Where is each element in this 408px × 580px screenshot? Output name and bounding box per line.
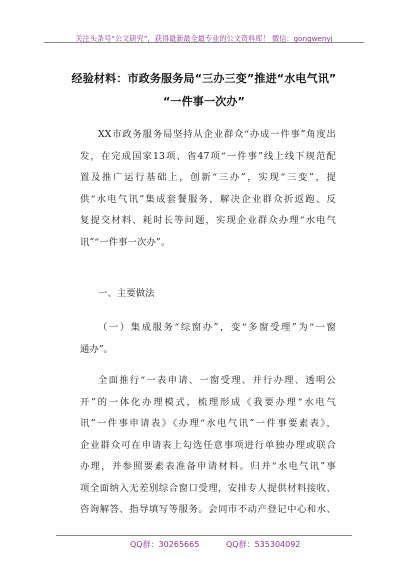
text-line: 企业群众可在申请表上勾选任意事项进行单独办理或联合	[80, 439, 336, 451]
document-title-line-2: “一件事一次办”	[162, 95, 246, 108]
text-line: 全面推行“一表申请、一窗受理、并行办理、透明公	[98, 375, 336, 386]
subsection-paragraph	[80, 317, 336, 360]
header-banner	[44, 26, 364, 43]
text-line: 项全面纳入无差别综合窗口受理，安排专人提供材料接收、	[80, 482, 336, 494]
text-line: 讯”“一件事一次办”。	[80, 236, 171, 248]
body-paragraph	[80, 370, 336, 521]
text-line: 通办”。	[80, 343, 114, 355]
header-banner-text: 关注头条号“公文研究”，获得最新最全最专业的公文资料库！ 微信：gongwenyj	[75, 34, 333, 43]
section-heading-text: 一、主要做法	[98, 288, 155, 299]
text-line: 复提交材料、耗时长等问题，实现企业群众办理“水电气	[80, 215, 336, 226]
footer	[56, 535, 352, 556]
text-line: 咨询解答、指导填写等服务。会同市不动产登记中心和水、	[80, 504, 336, 515]
text-line: 供“水电气讯”集成套餐服务，解决企业群众折返跑、反	[80, 193, 336, 205]
footer-qq-group-1: QQ群：30265665	[130, 540, 200, 549]
text-line: 置及推广运行基础上，创新“三办”，实现“三变”，提	[80, 172, 336, 183]
text-line: 办理，并参照要素表准备申请材料。归并“水电气讯”事	[80, 461, 336, 472]
text-line: 发，在完成国家13项、省47项“一件事”线上线下规范配	[80, 150, 336, 162]
intro-paragraph	[80, 124, 336, 253]
footer-qq-group-2: QQ群：535304092	[226, 540, 301, 549]
text-line: 讯”一件事申请表》《办理“水电气讯”一件事要素表》，	[80, 418, 336, 429]
text-line: （一）集成服务“综窗办”，变“多窗受理”为“一窗	[98, 322, 336, 333]
section-heading	[80, 283, 336, 305]
document-title-line-1: 经验材料：市政务服务局“三办三变”推进“水电气讯”	[71, 72, 337, 85]
text-line: XX市政务服务局坚持从企业群众“办成一件事”角度出	[98, 129, 336, 140]
text-line: 开”的一体化办理模式，梳理形成《我要办理“水电气	[80, 396, 336, 408]
